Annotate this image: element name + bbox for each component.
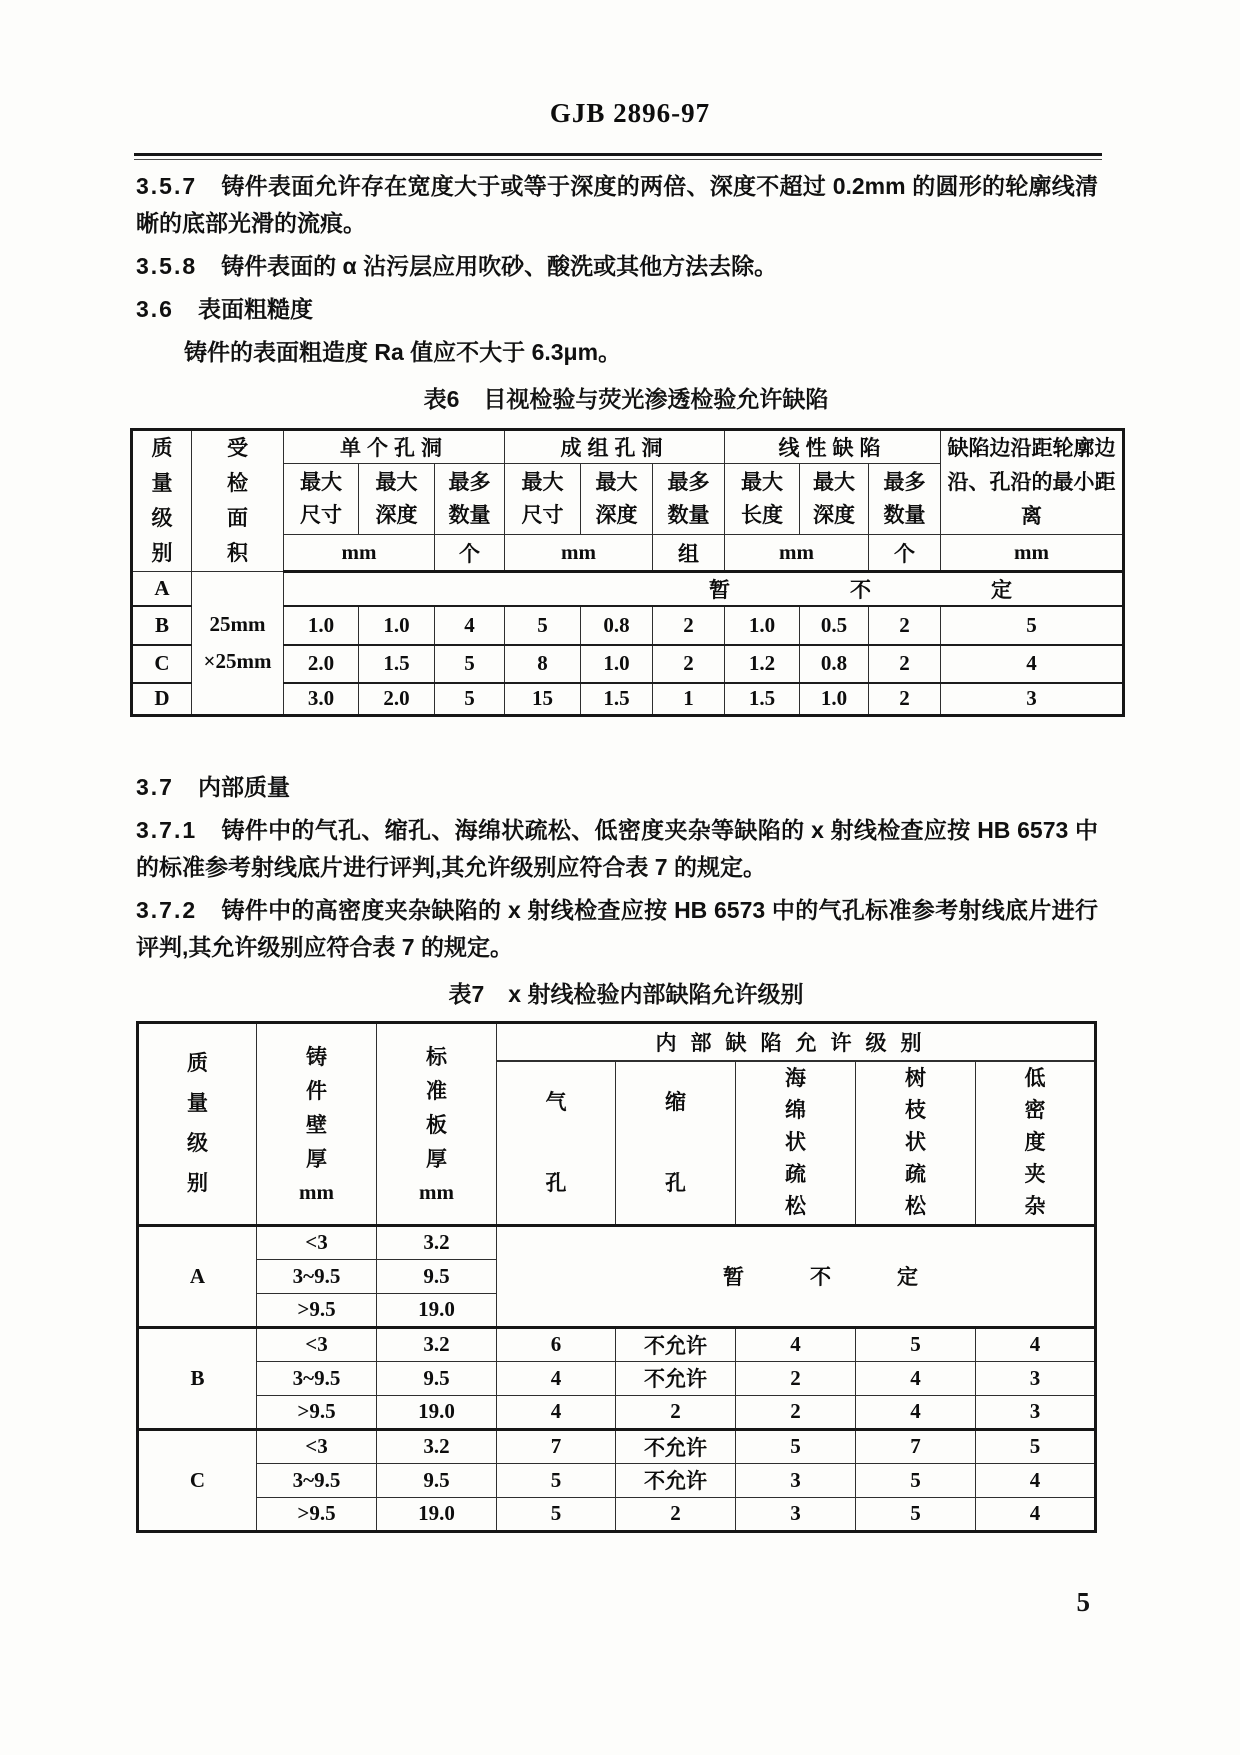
table-cell: 9.5 — [377, 1361, 497, 1395]
t6-unit-mm: mm — [725, 535, 869, 572]
table-cell: 0.8 — [581, 606, 653, 645]
table-cell: 2 — [869, 645, 941, 683]
table-cell: 8 — [505, 645, 581, 683]
table-cell: 5 — [505, 606, 581, 645]
table-cell: <3 — [257, 1327, 377, 1361]
table-cell: 9.5 — [377, 1463, 497, 1497]
t7-header-standard-plate: 标准板厚 mm — [377, 1023, 497, 1226]
table-cell: 3 — [941, 683, 1124, 716]
table-cell: 不允许 — [616, 1361, 736, 1395]
table-cell: 3~9.5 — [257, 1259, 377, 1293]
section-number: 3.7.1 — [136, 817, 198, 843]
t6-subheader-max-length: 最大长度 — [725, 464, 800, 535]
para-3-7-1 — [136, 812, 1098, 886]
t6-grade-b: B — [132, 606, 192, 645]
table-cell: 3~9.5 — [257, 1463, 377, 1497]
table-cell: 5 — [497, 1463, 616, 1497]
paragraph-text: 铸件中的高密度夹杂缺陷的 x 射线检查应按 HB 6573 中的气孔标准参考射线底片进行评判,其允许级别应符合表 7 的规定。 — [136, 897, 1098, 960]
table-cell: 4 — [976, 1463, 1096, 1497]
heading-3-6 — [136, 291, 1098, 328]
table-cell: 5 — [856, 1497, 976, 1531]
table-cell: 1.0 — [800, 683, 869, 716]
t7-grade-b: B — [138, 1327, 257, 1429]
table-cell: 15 — [505, 683, 581, 716]
table-cell: 3.0 — [284, 683, 359, 716]
table-cell: >9.5 — [257, 1395, 377, 1429]
t7-header-casting-wall: 铸件壁厚 mm — [257, 1023, 377, 1226]
paragraph-text: 铸件表面允许存在宽度大于或等于深度的两倍、深度不超过 0.2mm 的圆形的轮廓线清晰的底部光滑的流痕。 — [136, 173, 1098, 236]
para-3-5-7 — [136, 168, 1098, 242]
table-cell: 6 — [497, 1327, 616, 1361]
t6-unit-piece: 个 — [435, 535, 505, 572]
table-cell: 19.0 — [377, 1293, 497, 1327]
t6-unit-mm: mm — [941, 535, 1124, 572]
table-cell: 1.2 — [725, 645, 800, 683]
t6-pending-cell: 暂不定 — [284, 572, 1124, 606]
table-cell: 4 — [736, 1327, 856, 1361]
section-number: 3.7 — [136, 774, 174, 800]
table-cell: 3.2 — [377, 1327, 497, 1361]
table-cell: 5 — [736, 1429, 856, 1463]
t6-unit-piece: 个 — [869, 535, 941, 572]
table-cell: 2 — [736, 1395, 856, 1429]
table-cell: 2 — [616, 1497, 736, 1531]
table-cell: 4 — [497, 1361, 616, 1395]
t6-header-grouped-pores: 成组孔洞 — [505, 430, 725, 464]
table-cell: 2 — [736, 1361, 856, 1395]
t6-grade-d: D — [132, 683, 192, 716]
table-cell: 2.0 — [284, 645, 359, 683]
t6-subheader-max-depth: 最大深度 — [581, 464, 653, 535]
table6-caption — [130, 381, 1122, 414]
table-cell: 4 — [856, 1395, 976, 1429]
table-cell: 5 — [856, 1463, 976, 1497]
doc-header-title: GJB 2896-97 — [549, 98, 711, 128]
table6-caption-label: 表6 — [423, 386, 460, 412]
table-cell: 不允许 — [616, 1327, 736, 1361]
heading-text: 内部质量 — [197, 774, 290, 800]
paragraph-text: 铸件的表面粗造度 Ra 值应不大于 6.3μm。 — [184, 339, 622, 365]
table-cell: 3.2 — [377, 1225, 497, 1259]
table-cell: 5 — [941, 606, 1124, 645]
table-cell: 5 — [976, 1429, 1096, 1463]
section-number: 3.5.7 — [136, 173, 198, 199]
t6-subheader-max-count: 最多数量 — [869, 464, 941, 535]
table-cell: 1 — [653, 683, 725, 716]
t6-header-quality-grade: 质量级别 — [132, 430, 192, 572]
table-cell: 0.5 — [800, 606, 869, 645]
para-3-7-2 — [136, 892, 1098, 966]
table6-caption-text: 目视检验与荧光渗透检验允许缺陷 — [483, 386, 829, 412]
table-7 — [136, 1021, 1097, 1533]
t7-col-sponge-porosity: 海绵状疏松 — [736, 1061, 856, 1226]
t6-grade-a: A — [132, 572, 192, 606]
t7-col-low-density-inclusion: 低密度夹杂 — [976, 1061, 1096, 1226]
heading-text: 表面粗糙度 — [197, 296, 313, 322]
table-cell: <3 — [257, 1225, 377, 1259]
section-number: 3.7.2 — [136, 897, 198, 923]
section-number: 3.5.8 — [136, 253, 198, 279]
t6-subheader-max-count: 最多数量 — [653, 464, 725, 535]
t6-subheader-max-size: 最大尺寸 — [505, 464, 581, 535]
table-cell: 7 — [497, 1429, 616, 1463]
table-cell: 4 — [976, 1497, 1096, 1531]
table-cell: 4 — [941, 645, 1124, 683]
table-cell: 3 — [976, 1395, 1096, 1429]
table7-caption-text: x 射线检验内部缺陷允许级别 — [508, 981, 804, 1007]
table-cell: 1.0 — [725, 606, 800, 645]
t7-grade-c: C — [138, 1429, 257, 1531]
table-cell: 2 — [869, 606, 941, 645]
table-cell: 5 — [856, 1327, 976, 1361]
table-cell: 不允许 — [616, 1463, 736, 1497]
table-cell: 1.5 — [359, 645, 435, 683]
t7-header-internal-defect-grades: 内部缺陷允许级别 — [497, 1023, 1096, 1061]
table-cell: 2 — [653, 606, 725, 645]
header-rule — [134, 153, 1102, 160]
t7-grade-a: A — [138, 1225, 257, 1327]
table-cell: 2.0 — [359, 683, 435, 716]
table-cell: <3 — [257, 1429, 377, 1463]
table-cell: 9.5 — [377, 1259, 497, 1293]
table-cell: 5 — [435, 683, 505, 716]
table-cell: 2 — [616, 1395, 736, 1429]
t6-subheader-max-count: 最多数量 — [435, 464, 505, 535]
t6-grade-c: C — [132, 645, 192, 683]
table-cell: 3~9.5 — [257, 1361, 377, 1395]
t7-col-gas-pores: 气孔 — [497, 1061, 616, 1226]
t6-unit-mm: mm — [284, 535, 435, 572]
table7-caption-label: 表7 — [448, 981, 485, 1007]
table-cell: 1.5 — [581, 683, 653, 716]
t7-pending-cell: 暂不定 — [497, 1225, 1096, 1327]
t6-header-linear-defects: 线性缺陷 — [725, 430, 941, 464]
table-cell: 3 — [736, 1463, 856, 1497]
table-cell: 5 — [435, 645, 505, 683]
t6-subheader-max-size: 最大尺寸 — [284, 464, 359, 535]
t6-unit-mm: mm — [505, 535, 653, 572]
table-cell: >9.5 — [257, 1497, 377, 1531]
table-cell: 0.8 — [800, 645, 869, 683]
section-number: 3.6 — [136, 296, 174, 322]
heading-3-7 — [136, 769, 1098, 806]
paragraph-text: 铸件表面的 α 沾污层应用吹砂、酸洗或其他方法去除。 — [221, 253, 778, 279]
table-cell: 不允许 — [616, 1429, 736, 1463]
para-3-6-body — [136, 334, 1098, 371]
table-cell: >9.5 — [257, 1293, 377, 1327]
table-cell: 1.0 — [359, 606, 435, 645]
table-cell: 7 — [856, 1429, 976, 1463]
table-cell: 2 — [869, 683, 941, 716]
table-cell: 19.0 — [377, 1395, 497, 1429]
table-cell: 1.0 — [284, 606, 359, 645]
t7-header-quality-grade: 质量级别 — [138, 1023, 257, 1226]
table-cell: 3.2 — [377, 1429, 497, 1463]
t6-header-edge-distance: 缺陷边沿距轮廓边沿、孔沿的最小距离 — [941, 430, 1124, 535]
t6-header-inspected-area: 受检面积 — [192, 430, 284, 572]
para-3-5-8 — [136, 248, 1098, 285]
table-cell: 2 — [653, 645, 725, 683]
paragraph-text: 铸件中的气孔、缩孔、海绵状疏松、低密度夹杂等缺陷的 x 射线检查应按 HB 6573 中的标准参考射线底片进行评判,其允许级别应符合表 7 的规定。 — [136, 817, 1098, 880]
t6-subheader-max-depth: 最大深度 — [359, 464, 435, 535]
table-cell: 4 — [856, 1361, 976, 1395]
table-cell: 5 — [497, 1497, 616, 1531]
t6-header-single-pores: 单个孔洞 — [284, 430, 505, 464]
t6-subheader-max-depth: 最大深度 — [800, 464, 869, 535]
table-cell: 1.5 — [725, 683, 800, 716]
table-cell: 4 — [497, 1395, 616, 1429]
t6-area-value-cell: 25mm ×25mm — [192, 572, 284, 716]
table-cell: 3 — [736, 1497, 856, 1531]
page-number: 5 — [1076, 1586, 1090, 1617]
table-6 — [130, 428, 1132, 717]
table7-caption — [130, 976, 1122, 1009]
t6-unit-group: 组 — [653, 535, 725, 572]
table-cell: 4 — [976, 1327, 1096, 1361]
t7-col-shrinkage: 缩孔 — [616, 1061, 736, 1226]
table-cell: 1.0 — [581, 645, 653, 683]
table-cell: 4 — [435, 606, 505, 645]
t7-col-dendritic-porosity: 树枝状疏松 — [856, 1061, 976, 1226]
table-cell: 19.0 — [377, 1497, 497, 1531]
table-cell: 3 — [976, 1361, 1096, 1395]
